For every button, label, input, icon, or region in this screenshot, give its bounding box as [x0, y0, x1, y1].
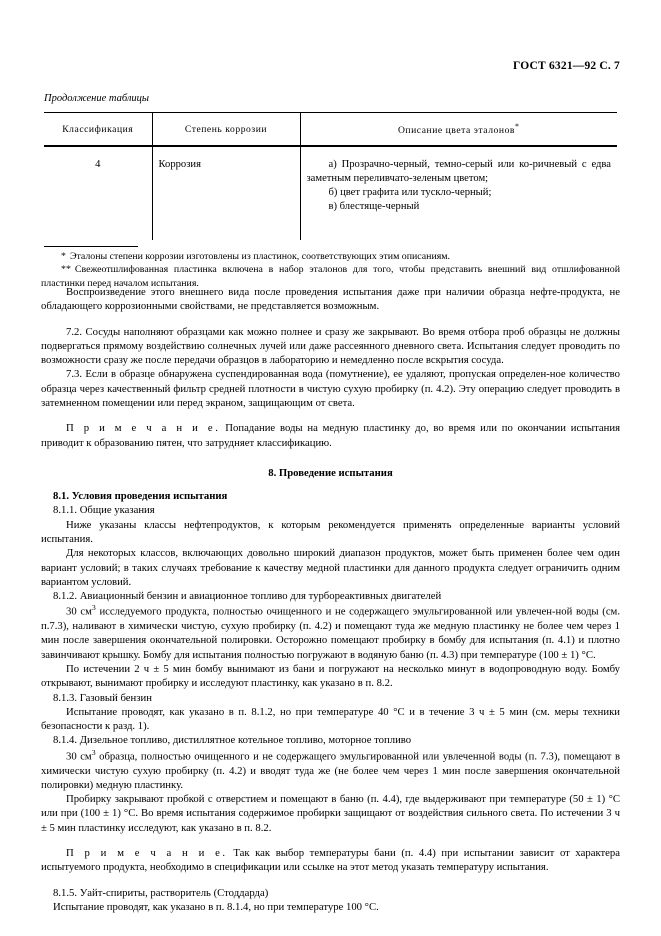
- cubic-exponent-2: 3: [91, 747, 96, 757]
- running-head: [513, 60, 620, 72]
- clause-8-1-1: 8.1.1. Общие указания: [53, 504, 155, 517]
- column-header-description-label: Описание цвета эталонов: [397, 125, 515, 137]
- paragraph-8-1-1-a: Ниже указаны классы нефтепродуктов, к которым рекомендуется применять определенные варианты условий испытания.: [41, 518, 620, 545]
- table-header: [44, 113, 617, 147]
- heading-8-1: 8.1. Условия проведения испытания: [53, 490, 228, 503]
- footnote-separator: [44, 246, 138, 247]
- column-header-classification: Классификация: [44, 113, 152, 147]
- footnote-2-mark: **: [61, 264, 71, 276]
- column-header-degree: Степень коррозии: [152, 113, 300, 147]
- volume-prefix: 30 см: [66, 605, 92, 618]
- paragraph-8-1-3: Испытание проводят, как указано в п. 8.1.2, но при температуре 40 °С и в течение 3 ч ± 5 мин (см. меры техники безопасности к разд. 1).: [41, 705, 620, 733]
- column-header-description: [300, 113, 617, 147]
- section-8-title: 8. Проведение испытания: [268, 466, 393, 479]
- note-1-label: П р и м е ч а н и е.: [66, 422, 221, 435]
- paragraph-8-1-2-b: По истечении 2 ч ± 5 мин бомбу вынимают из бани и погружают на несколько минут в водопроводную воду. Бомбу открывают, вынимают пробирку и исследуют пластинку, как указано в п. 8.2.: [41, 663, 620, 690]
- paragraph-8-1-4-b: Пробирку закрывают пробкой с отверстием и помещают в баню (п. 4.4), где выдерживают при температуре (50 ± 1) °С или при (100 ± 1) °С. Во время испытания содержимое пробирки защищают от воздействия сильного света. По истечении 3 ч ± 5 мин пластинку исследуют, как указано в п. 8.2.: [41, 793, 620, 834]
- footnote-1-mark: *: [61, 251, 66, 262]
- cell-classification: 4: [95, 159, 101, 171]
- cell-degree: Коррозия: [152, 146, 300, 240]
- paragraph-8-1-5: Испытание проводят, как указано в п. 8.1.4, но при температуре 100 °С.: [53, 900, 379, 913]
- description-item-b: б) цвет графита или тускло-черный;: [328, 187, 492, 199]
- classification-table: [44, 112, 617, 240]
- footnote-1: [41, 250, 620, 263]
- page-number: С. 7: [599, 60, 620, 72]
- cell-description: [300, 146, 617, 240]
- body-content: [41, 285, 620, 914]
- footnote-1-text: Эталоны степени коррозии изготовлены из пластинок, соответствующих этим описаниям.: [69, 251, 451, 262]
- table-caption: Продолжение таблицы: [44, 93, 150, 104]
- volume-prefix-2: 30 см: [66, 750, 92, 763]
- paragraph-8-1-2-a-rest: исследуемого продукта, полностью очищенного и не содержащего эмульгированной или увлечен-ной воды (см. п.7.3), наливают в химически чистую, сухую пробирку (п. 4.2) и помещают туда же медную пластинку не более чем через 1 мин после завершения окончательной полировки. Осторожно помещают пробирку в бомбу для испытания (п. 4.1) и плотно завинчивают крышку. Бомбу для испытания полностью погружают в водяную баню (п. 4.3) при температуре (100 ± 1) °С.: [41, 605, 620, 661]
- table-body: [44, 146, 617, 240]
- footnote-marker: *: [515, 122, 520, 131]
- description-item-c: в) блестяще-черный: [328, 201, 420, 213]
- footnote-2-text: Свежеотшлифованная пластинка включена в набор эталонов для того, чтобы представить внешний вид отшлифованной пластинки перед началом испытания.: [41, 264, 620, 289]
- cubic-exponent: 3: [91, 603, 96, 613]
- table-header-row: [44, 113, 617, 147]
- clause-7-2: 7.2. Сосуды наполняют образцами как можно полнее и сразу же закрывают. Во время отбора проб образцы не должны подвергаться прямому воздействию солнечных лучей или даже рассеянного дневного света. Испытания следует проводить по возможности сразу же после передачи образцов в лабораторию и немедленно после вскрытия сосуда.: [41, 325, 620, 367]
- clause-8-1-2: 8.1.2. Авиационный бензин и авиационное топливо для турбореактивных двигателей: [53, 590, 442, 603]
- paragraph-8-1-4-a: [41, 748, 620, 792]
- paragraph-8-1-4-a-rest: образца, полностью очищенного и не содержащего эмульгированной или увлеченной воды (п. 7.3), помещают в химически чистую сухую пробирку (п. 4.2) и вводят туда же (не более чем через 1 мин после завершения окончательной полировки) медную пластинку.: [41, 750, 620, 791]
- clause-8-1-4: 8.1.4. Дизельное топливо, дистиллятное котельное топливо, моторное топливо: [53, 734, 412, 747]
- table-row: [44, 146, 617, 240]
- paragraph-8-1-1-b: Для некоторых классов, включающих довольно широкий диапазон продуктов, может быть применен более чем один вариант условий; в таких случаях требование к качеству медной пластинки для данного продукта следует ограничить одним вариантом условий.: [41, 547, 620, 588]
- paragraph-reproduction: Воспроизведение этого внешнего вида после проведения испытания даже при наличии образца нефте-продукта, не обладающего коррозионными свойствами, не представляется возможным.: [41, 286, 620, 313]
- standard-number: ГОСТ 6321—92: [513, 60, 597, 72]
- note-1: [41, 421, 620, 450]
- clause-7-3: 7.3. Если в образце обнаружена суспендированная вода (помутнение), ее удаляют, пропуская определен-ное количество образца через качественный фильтр средней плотности в чистую сухую пробирку (п. 4.2). Эту операцию следует проводить в затемненном помещении или перед экраном, защищающим от света.: [41, 368, 620, 409]
- note-2-text: Так как выбор температуры бани (п. 4.4) при испытании зависит от характера испытуемого продукта, необходимо в спецификации или ссылке на этот метод указать температуру испытания.: [41, 846, 621, 874]
- clause-8-1-3: 8.1.3. Газовый бензин: [53, 691, 152, 704]
- clause-8-1-5: 8.1.5. Уайт-спириты, растворитель (Стоддарда): [53, 886, 269, 899]
- note-2-label: П р и м е ч а н и е.: [66, 846, 228, 859]
- table-container: [44, 112, 617, 240]
- note-1-text: Попадание воды на медную пластинку до, во время или по окончании испытания приводит к образованию пятен, что затрудняет классификацию.: [41, 422, 620, 449]
- paragraph-8-1-2-a: [41, 603, 620, 662]
- note-2: [41, 846, 620, 875]
- description-item-a: а) Прозрачно-черный, темно-серый или ко-ричневый с едва заметным переливчато-зеленым цветом;: [306, 159, 611, 185]
